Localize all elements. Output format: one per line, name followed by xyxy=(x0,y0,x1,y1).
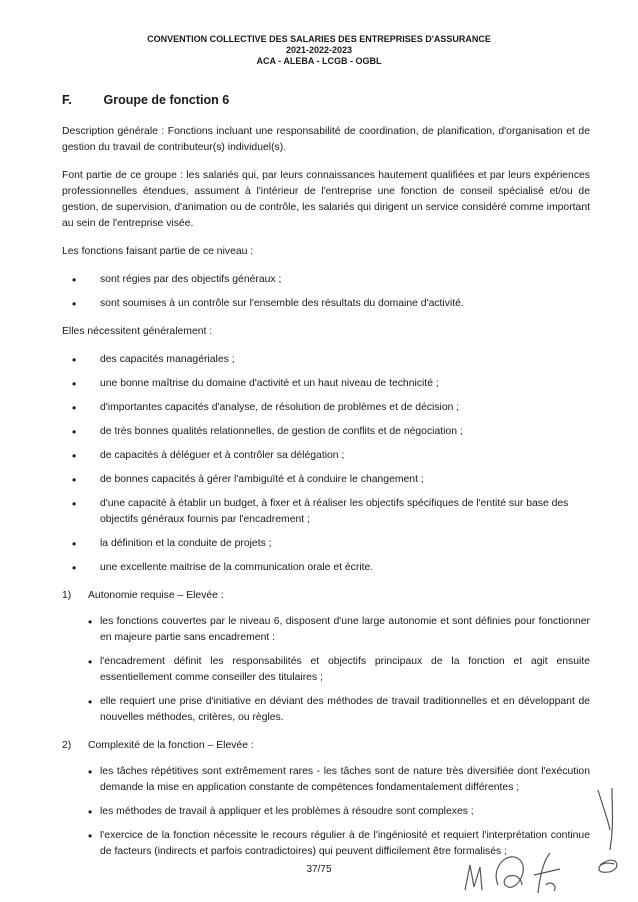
list-item: • elle requiert une prise d'initiative en déviant des méthodes de travail traditionnelles et en développant de nouvelles méthodes, critères, ou règles. xyxy=(76,694,590,726)
list-item: • de capacités à déléguer et à contrôler sa délégation ; xyxy=(62,448,590,464)
list-item: • de bonnes capacités à gérer l'ambiguïté et à conduire le changement ; xyxy=(62,472,590,488)
list-item: • l'encadrement définit les responsabilités et objectifs principaux de la fonction et agit ensuite essentiellement comme conseiller des titulaires ; xyxy=(76,654,590,686)
autonomy-list xyxy=(76,614,590,726)
list-item: • l'exercice de la fonction nécessite le recours régulier à de l'ingéniosité et requiert l'interprétation continue de facteurs (indirects et parfois contradictoires) qui peuvent difficilement être formalisés ; xyxy=(76,828,590,860)
header-line-2: 2021-2022-2023 xyxy=(285,45,353,55)
requirement-list xyxy=(62,352,590,576)
document-body xyxy=(62,124,590,872)
section-number: F. xyxy=(62,93,72,107)
list-item: • des capacités managériales ; xyxy=(62,352,590,368)
handwritten-signature-icon xyxy=(460,845,580,900)
autonomy-heading: 1) Autonomie requise – Elevée : xyxy=(62,590,224,601)
list-item: • d'une capacité à établir un budget, à fixer et à réaliser les objectifs spécifiques de l'entité sur base des objectifs généraux fournis par l'encadrement ; xyxy=(62,496,590,528)
list-item: • sont régies par des objectifs généraux ; xyxy=(62,272,590,288)
section-title xyxy=(62,93,229,107)
page-number: 37/75 xyxy=(306,864,332,875)
requires-intro: Elles nécessitent généralement : xyxy=(62,326,213,337)
header-line-3: ACA - ALEBA - LCGB - OGBL xyxy=(256,56,382,66)
list-item: • d'importantes capacités d'analyse, de résolution de problèmes et de décision ; xyxy=(62,400,590,416)
initials-signature-icon xyxy=(590,780,626,880)
list-item: • les fonctions couvertes par le niveau 6, disposent d'une large autonomie et sont définies pour fonctionner en majeure partie sans encadrement : xyxy=(76,614,590,646)
list-item: • la définition et la conduite de projets ; xyxy=(62,536,590,552)
list-item: • les méthodes de travail à appliquer et les problèmes à résoudre sont complexes ; xyxy=(76,804,590,820)
members-paragraph: Font partie de ce groupe : les salariés qui, par leurs connaissances hautement qualifiées et par leurs expériences professionnelles étendues, assument à l'intérieur de l'entreprise une fonction de conseil spécialisé et/ou de gestion, de supervision, d'animation ou de contrôle, les salariés qui dirigent un service considéré comme important au sein de l'entreprise visée. xyxy=(62,170,590,229)
list-item: • une excellente maitrise de la communication orale et écrite. xyxy=(62,560,590,576)
section-heading: Groupe de fonction 6 xyxy=(103,93,230,107)
level-list xyxy=(62,272,590,312)
levels-intro: Les fonctions faisant partie de ce niveau : xyxy=(62,246,254,257)
list-item: • les tâches répétitives sont extrêmement rares - les tâches sont de nature très diversifiée dont l'exécution demande la mise en application constante de compétences fondamentalement différentes ; xyxy=(76,764,590,796)
header-line-1: CONVENTION COLLECTIVE DES SALARIES DES ENTREPRISES D'ASSURANCE xyxy=(147,34,491,44)
description-paragraph: Description générale : Fonctions incluant une responsabilité de coordination, de planification, d'organisation et de gestion du travail de contributeur(s) individuel(s). xyxy=(62,126,590,153)
complexity-heading: 2) Complexité de la fonction – Elevée : xyxy=(62,740,254,751)
document-header xyxy=(0,34,638,67)
list-item: • de très bonnes qualités relationnelles, de gestion de conflits et de négociation ; xyxy=(62,424,590,440)
list-item: • une bonne maîtrise du domaine d'activité et un haut niveau de technicité ; xyxy=(62,376,590,392)
list-item: • sont soumises à un contrôle sur l'ensemble des résultats du domaine d'activité. xyxy=(62,296,590,312)
